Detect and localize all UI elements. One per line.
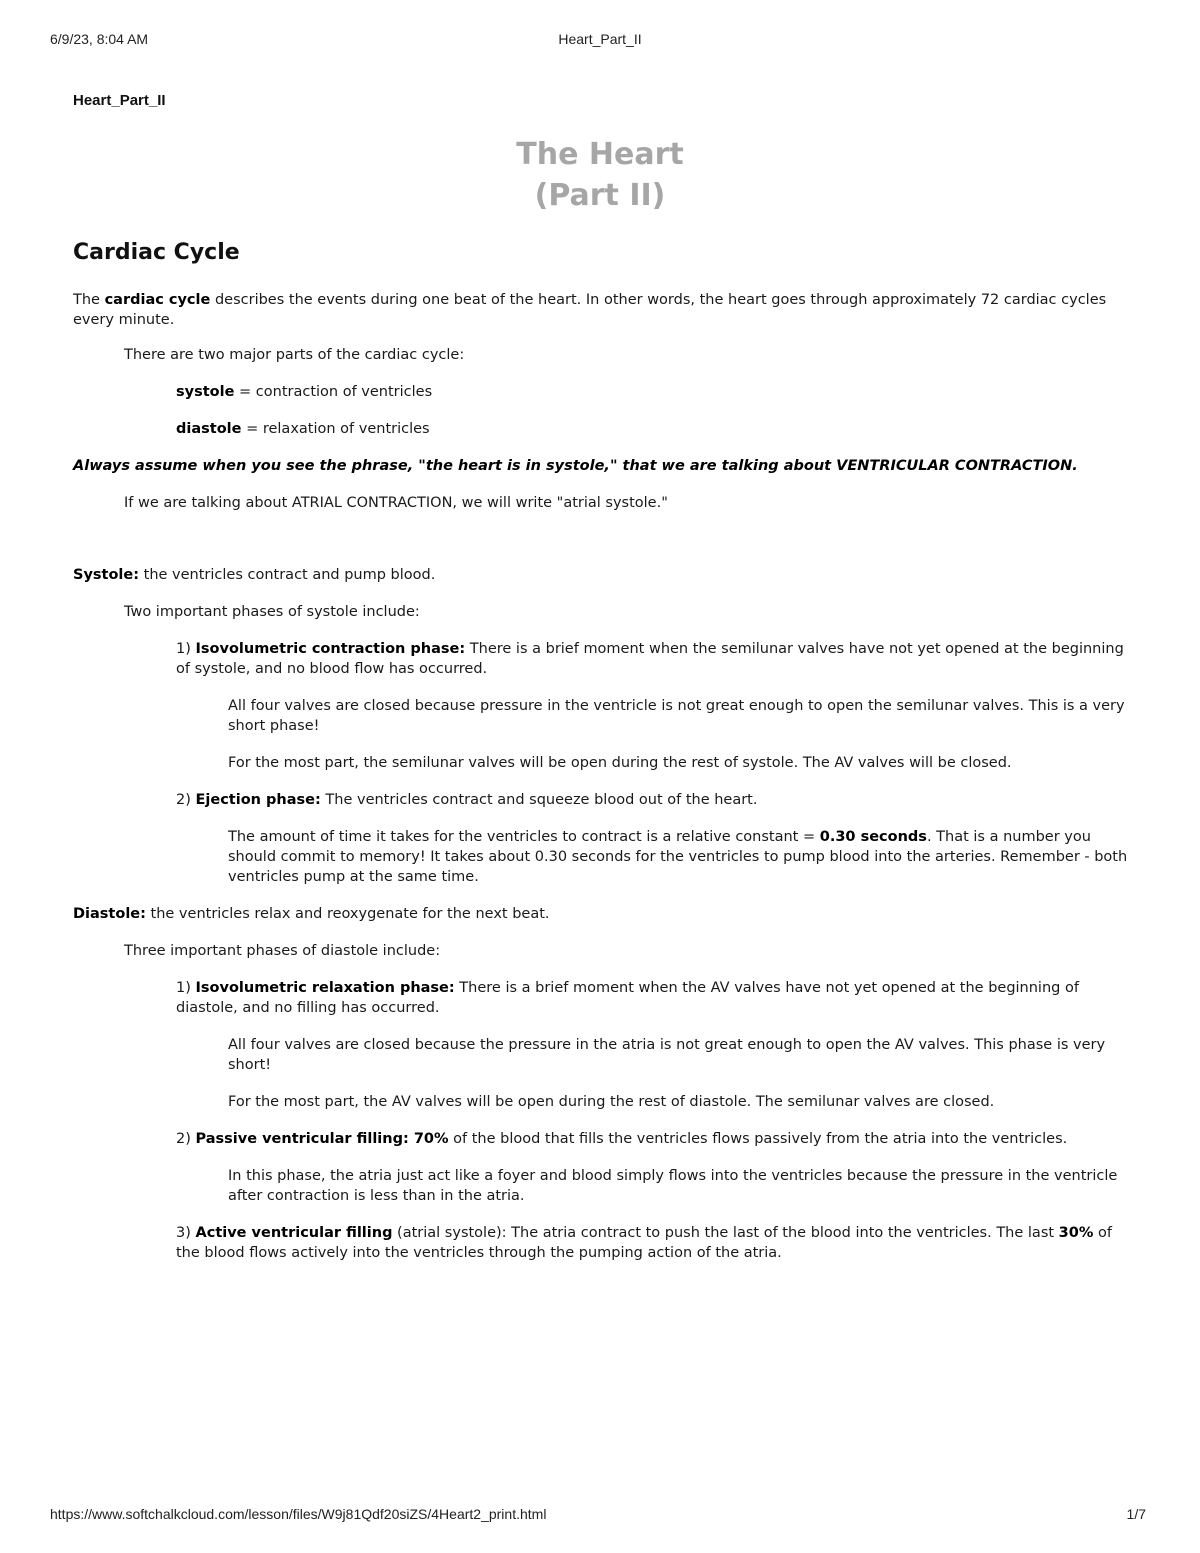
systole-phase-1-detail-1: All four valves are closed because pressure in the ventricle is not great enough to open the semilunar valves. This is a very short phase! (228, 698, 1125, 734)
diastole-phase-1 (176, 978, 1133, 1018)
phase-name: Passive ventricular filling: (195, 1131, 409, 1147)
intro-post: describes the events during one beat of the heart. In other words, the heart goes through approximately 72 cardiac cycles every minute. (73, 292, 1107, 328)
phase-desc: The ventricles contract and squeeze blood out of the heart. (320, 792, 758, 808)
phase-number: 2) (176, 1131, 196, 1147)
assume-note: Always assume when you see the phrase, "the heart is in systole," that we are talking about VENTRICULAR CONTRACTION. (73, 458, 1078, 474)
phase-number: 1) (176, 980, 196, 996)
lesson-content (73, 238, 1133, 1263)
term-cardiac-cycle: cardiac cycle (104, 292, 211, 308)
print-url: https://www.softchalkcloud.com/lesson/files/W9j81Qdf20siZS/4Heart2_print.html (50, 1506, 547, 1522)
atrial-note: If we are talking about ATRIAL CONTRACTION, we will write "atrial systole." (124, 495, 668, 511)
ejection-time-value: 0.30 seconds (819, 829, 927, 845)
systole-phase-2 (176, 790, 1133, 810)
systole-phase-1 (176, 639, 1133, 679)
phase-desc-2: of the blood flows actively into the ventricles through the pumping action of the atria. (176, 1225, 1112, 1261)
detail-post: . That is a number you should commit to memory! It takes about 0.30 seconds for the ventricles to pump blood into the arteries. Remember - both ventricles pump at the same time. (228, 829, 1128, 885)
diastole-phases-intro: Three important phases of diastole include: (124, 943, 441, 959)
phase-number: 1) (176, 641, 196, 657)
phase-name: Isovolumetric contraction phase: (195, 641, 466, 657)
diastole-phase-1-detail-1: All four valves are closed because the pressure in the atria is not great enough to open the AV valves. This phase is very short! (228, 1037, 1106, 1073)
intro-paragraph (73, 290, 1133, 330)
print-page-number: 1/7 (1126, 1506, 1146, 1522)
systole-definition (176, 382, 1133, 402)
systole-phase-1-detail-2: For the most part, the semilunar valves will be open during the rest of systole. The AV valves will be closed. (228, 755, 1012, 771)
detail-pre: The amount of time it takes for the ventricles to contract is a relative constant = (228, 829, 820, 845)
phase-desc: There is a brief moment when the AV valves have not yet opened at the beginning of diastole, and no filling has occurred. (176, 980, 1079, 1016)
diastole-phase-3 (176, 1223, 1133, 1263)
title-line-1: The Heart (516, 137, 684, 172)
print-page-title: Heart_Part_II (558, 31, 642, 47)
diastole-summary (73, 904, 1133, 924)
phase-desc: (atrial systole): The atria contract to push the last of the blood into the ventricles. The last (392, 1225, 1059, 1241)
phase-name: Ejection phase: (195, 792, 321, 808)
diastole-def-text: = relaxation of ventricles (241, 421, 430, 437)
two-parts-text: There are two major parts of the cardiac cycle: (124, 347, 465, 363)
phase-number: 3) (176, 1225, 196, 1241)
section-heading: Cardiac Cycle (73, 240, 240, 265)
print-datetime: 6/9/23, 8:04 AM (50, 31, 149, 47)
phase-desc: There is a brief moment when the semilunar valves have not yet opened at the beginning of systole, and no blood flow has occurred. (176, 641, 1124, 677)
document-label: Heart_Part_II (73, 92, 166, 109)
diastole-definition (176, 419, 1133, 439)
systole-desc: the ventricles contract and pump blood. (139, 567, 436, 583)
passive-fill-percent: 70% (408, 1131, 449, 1147)
phase-name: Isovolumetric relaxation phase: (195, 980, 455, 996)
page-title (0, 134, 1200, 216)
diastole-desc: the ventricles relax and reoxygenate for the next beat. (145, 906, 550, 922)
phase-name: Active ventricular filling (195, 1225, 393, 1241)
systole-label: Systole: (73, 567, 140, 583)
intro-pre: The (73, 292, 105, 308)
diastole-phase-2 (176, 1129, 1133, 1149)
diastole-phase-1-detail-2: For the most part, the AV valves will be open during the rest of diastole. The semilunar valves are closed. (228, 1094, 995, 1110)
title-line-2: (Part II) (534, 178, 666, 213)
systole-phase-2-detail (228, 827, 1133, 887)
systole-summary (73, 565, 1133, 585)
systole-phases-intro: Two important phases of systole include: (124, 604, 420, 620)
active-fill-percent: 30% (1058, 1225, 1094, 1241)
term-systole: systole (176, 384, 235, 400)
phase-desc: of the blood that fills the ventricles flows passively from the atria into the ventricles. (448, 1131, 1068, 1147)
systole-def-text: = contraction of ventricles (234, 384, 433, 400)
term-diastole: diastole (176, 421, 242, 437)
diastole-label: Diastole: (73, 906, 146, 922)
diastole-phase-2-detail: In this phase, the atria just act like a foyer and blood simply flows into the ventricles because the pressure in the ventricle after contraction is less than in the atria. (228, 1168, 1118, 1204)
phase-number: 2) (176, 792, 196, 808)
